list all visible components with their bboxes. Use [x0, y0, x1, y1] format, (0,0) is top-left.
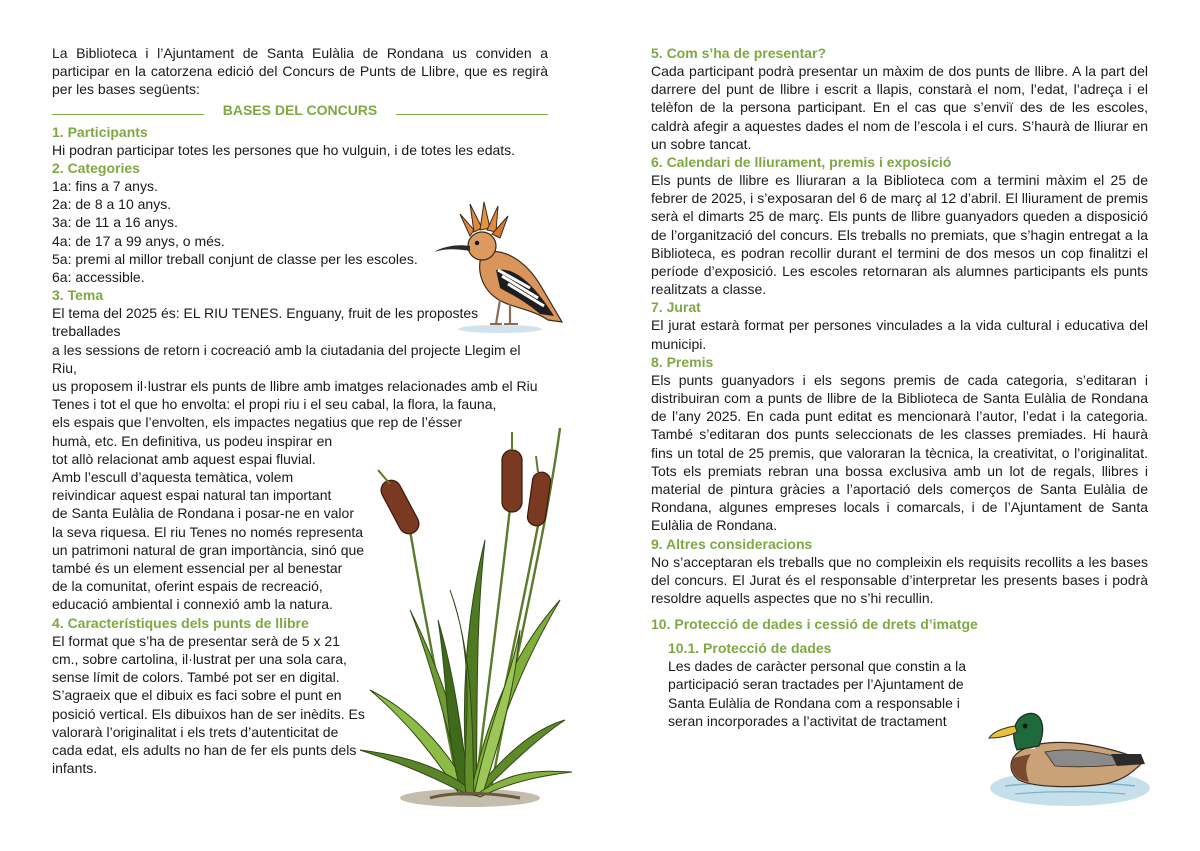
section-2-title: 2. Categories [52, 160, 140, 177]
category-item: 1a: fins a 7 anys. [52, 178, 158, 195]
format-line: sense límit de colors. També pot ser en digital. [52, 669, 340, 686]
format-line: infants. [52, 760, 98, 777]
format-line: El format que s’ha de presentar serà de 5 x 21 [52, 632, 340, 649]
category-item: 6a: accessible. [52, 269, 145, 286]
bases-title: BASES DEL CONCURS [222, 101, 378, 118]
tema-line: Amb l’escull d’aquesta temàtica, volem [52, 469, 294, 486]
section-1-title: 1. Participants [52, 123, 148, 140]
category-item: 2a: de 8 a 10 anys. [52, 196, 172, 213]
dades-line: Santa Eulàlia de Rondana com a responsable i [668, 694, 960, 711]
tema-line: educació ambiental i connexió amb la natura. [52, 596, 333, 613]
intro-paragraph: La Biblioteca i l’Ajuntament de Santa Eulàlia de Rondana us conviden a participar en la catorzena edició del Concurs de Punts de Llibre, que es regirà per les bases següents: [52, 45, 548, 98]
tema-line: a les sessions de retorn i cocreació amb la ciutadania del projecte Llegim el Riu, [52, 341, 521, 376]
category-item: 3a: de 11 a 16 anys. [52, 214, 178, 231]
section-8-text: Els punts guanyadors i els segons premis de cada categoria, s’editaran i distribuiran com a punts de llibre de la Biblioteca de Santa Eulàlia de Rondana de l’any 2025. En cada punt editat es mencionarà l’autor, l’edat i la categoria. També s’editaran dos punts seleccionats de les classes premiades. Hi haurà fins un total de 25 premis, que valoraran la tècnica, la creativitat, o l’originalitat. Tots els premiats rebran una bossa exclusiva amb un lot de regals, llibres i material de pintura gràcies a l’aportació dels comerços de Santa Eulàlia de Rondana, algunes empreses locals i comarcals, i de l’Ajuntament de Santa Eulàlia de Rondana. [651, 371, 1148, 534]
format-line: valorarà l’originalitat i els trets d’autenticitat de [52, 723, 339, 740]
tema-line: reivindicar aquest espai natural tan important [52, 487, 332, 504]
format-line: posició vertical. Els dibuixos han de ser inèdits. Es [52, 705, 365, 722]
right-column [651, 44, 1148, 730]
tema-line: també és un element essencial per al benestar [52, 560, 343, 577]
section-7-text: El jurat estarà format per persones vinculades a la vida cultural i educativa del municipi. [651, 317, 1148, 352]
section-5-text: Cada participant podrà presentar un màxim de dos punts de llibre. A la part del darrere del punt de llibre i escrit a llapis, constarà el nom, l’edat, l’adreça i el telèfon de la persona participant. En el cas que s’enviï des de les escoles, caldrà afegir a aquestes dades el nom de l’escola i el curs. S’haurà de lliurar en un sobre tancat. [651, 63, 1148, 152]
section-3-title: 3. Tema [52, 287, 104, 304]
hoopoe-illustration [430, 196, 570, 336]
section-7-title: 7. Jurat [651, 299, 701, 316]
tema-line: un patrimoni natural de gran importància, sinó que [52, 541, 365, 558]
tema-line: us proposem il·lustrar els punts de llibre amb imatges relacionades amb el Riu [52, 378, 538, 395]
format-line: S’agraeix que el dibuix es faci sobre el punt en [52, 687, 342, 704]
divider-left [52, 114, 204, 115]
divider-right [396, 114, 548, 115]
tema-line: El tema del 2025 és: EL RIU TENES. Enguany, fruit de les propostes treballades [52, 305, 479, 340]
tema-line: de Santa Eulàlia de Rondana i posar-ne en valor [52, 505, 354, 522]
category-item: 4a: de 17 a 99 anys, o més. [52, 232, 225, 249]
dades-line: participació seran tractades per l’Ajuntament de [668, 676, 964, 693]
section-8-title: 8. Premis [651, 353, 714, 370]
tema-line: tot allò relacionat amb aquest espai fluvial. [52, 450, 316, 467]
dades-line: seran incorporades a l’activitat de tractament [668, 712, 947, 729]
section-1-text: Hi podran participar totes les persones que ho vulguin, i de totes les edats. [52, 141, 516, 158]
section-10-title: 10. Protecció de dades i cessió de drets d’imatge [651, 616, 978, 633]
section-9-title: 9. Altres consideracions [651, 535, 813, 552]
category-item: 5a: premi al millor treball conjunt de classe per les escoles. [52, 250, 418, 267]
section-9-text: No s’acceptaran els treballs que no compleixin els requisits recollits a les bases del concurs. El Jurat és el responsable d’interpretar les presents bases i podrà resoldre aquells aspectes que no s’hi recullin. [651, 553, 1148, 607]
dades-line: Les dades de caràcter personal que constin a la [668, 658, 967, 675]
tema-line: els espais que l’envolten, els impactes negatius que rep de l’ésser [52, 414, 463, 431]
section-5-title: 5. Com s’ha de presentar? [651, 45, 827, 61]
mallard-duck-illustration [985, 696, 1150, 811]
tema-line: humà, etc. En definitiva, us podeu inspirar en [52, 432, 333, 449]
tema-line: la seva riquesa. El riu Tenes no només representa [52, 523, 364, 540]
bases-heading [52, 101, 548, 119]
section-6-text: Els punts de llibre es lliuraran a la Biblioteca com a termini màxim el 25 de febrer de 2025, i s’exposaran del 6 de març al 12 d’abril. El lliurament de premis serà el dimarts 25 de març. Els punts de llibre guanyadors queden a disposició de l’organització del concurs. Els treballs no premiats, que s’hagin entregat a la Biblioteca, es podran recollir durant el termini de dos mesos un cop finalitzi el període d’exposició. Les escoles retornaran als alumnes participants els punts realitzats a classe. [651, 172, 1148, 298]
format-line: cada edat, els adults no han de fer els punts dels [52, 741, 357, 758]
cattail-reeds-illustration [350, 420, 575, 810]
section-4-title: 4. Característiques dels punts de llibre [52, 614, 309, 631]
section-10-1-title: 10.1. Protecció de dades [668, 640, 832, 657]
tema-line: de la comunitat, oferint espais de recreació, [52, 578, 323, 595]
format-line: cm., sobre cartolina, il·lustrat per una sola cara, [52, 650, 347, 667]
tema-line: Tenes i tot el que ho envolta: el propi riu i el seu cabal, la flora, la fauna, [52, 396, 497, 413]
section-6-title: 6. Calendari de lliurament, premis i exposició [651, 154, 952, 171]
